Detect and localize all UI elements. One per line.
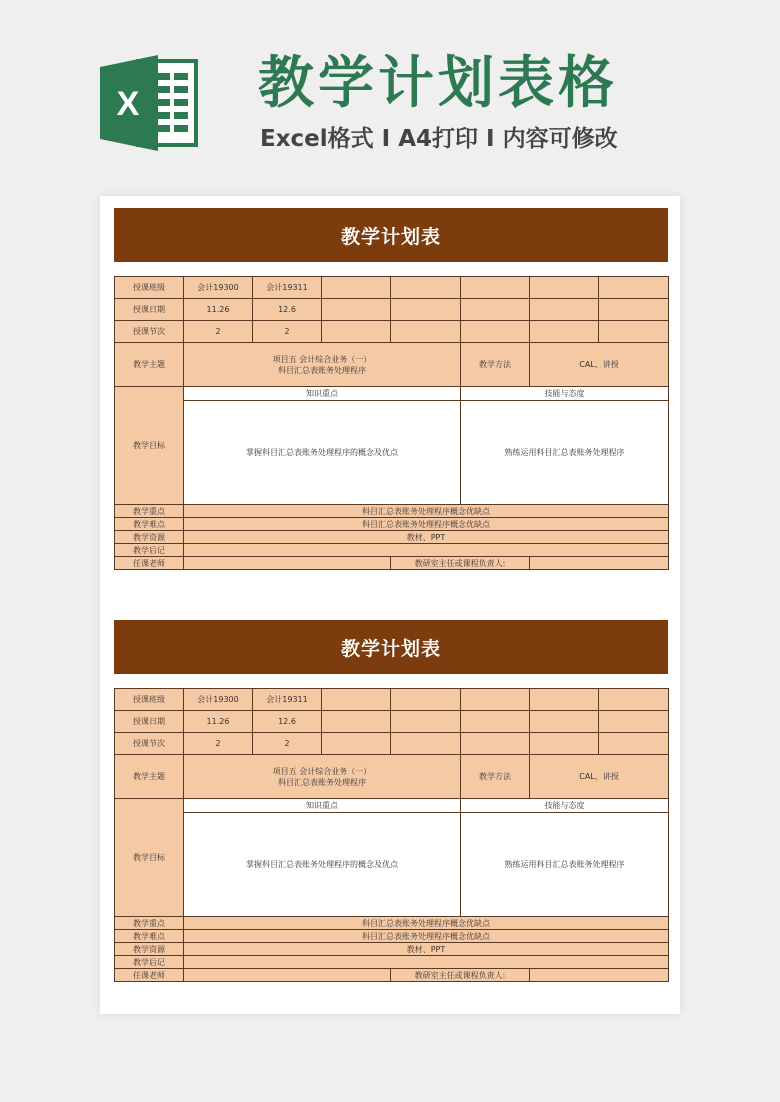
topic-line: 项目五 会计综合业务（一） (272, 766, 372, 776)
date-cell[interactable] (599, 711, 669, 733)
period-cell[interactable] (530, 733, 599, 755)
director-label: 教研室主任或课程负责人: (391, 969, 530, 982)
table-row (115, 518, 669, 531)
plan-table (114, 688, 669, 982)
teacher-cell[interactable] (184, 969, 391, 982)
document-page (100, 196, 680, 1014)
table-row (115, 930, 669, 943)
class-cell[interactable] (322, 277, 391, 299)
teacher-cell[interactable] (184, 557, 391, 570)
table-row (115, 711, 669, 733)
skill-header: 技能与态度 (461, 387, 669, 401)
table-row (115, 733, 669, 755)
table-row (115, 343, 669, 387)
director-label: 教研室主任或课程负责人: (391, 557, 530, 570)
plan-form-2 (114, 620, 668, 982)
class-cell[interactable] (530, 689, 599, 711)
table-row (115, 813, 669, 917)
table-row (115, 969, 669, 982)
topic-line: 科目汇总表账务处理程序 (278, 777, 366, 787)
table-row (115, 799, 669, 813)
svg-text:X: X (116, 85, 140, 123)
topic-line: 项目五 会计综合业务（一） (272, 354, 372, 364)
notes-cell[interactable] (184, 544, 669, 557)
table-row (115, 531, 669, 544)
table-row (115, 387, 669, 401)
notes-label: 教学后记 (115, 956, 184, 969)
period-cell[interactable]: 2 (253, 733, 322, 755)
page-title: 教学计划表格 (258, 51, 618, 116)
key-label: 教学重点 (115, 917, 184, 930)
difficulty-label: 教学难点 (115, 930, 184, 943)
form-banner: 教学计划表 (114, 208, 668, 262)
period-cell[interactable] (530, 321, 599, 343)
table-row (115, 943, 669, 956)
notes-cell[interactable] (184, 956, 669, 969)
period-cell[interactable] (391, 321, 461, 343)
period-cell[interactable] (322, 321, 391, 343)
key-cell[interactable]: 科目汇总表账务处理程序概念优缺点 (184, 505, 669, 518)
table-row (115, 689, 669, 711)
form-banner: 教学计划表 (114, 620, 668, 674)
table-row (115, 557, 669, 570)
difficulty-cell[interactable]: 科目汇总表账务处理程序概念优缺点 (184, 518, 669, 531)
date-cell[interactable] (461, 299, 530, 321)
period-cell[interactable] (391, 733, 461, 755)
date-cell[interactable]: 11.26 (184, 299, 253, 321)
class-cell[interactable] (391, 277, 461, 299)
period-cell[interactable]: 2 (184, 733, 253, 755)
class-cell[interactable]: 会计19300 (184, 689, 253, 711)
date-cell[interactable] (530, 299, 599, 321)
goal-label: 教学目标 (115, 387, 184, 505)
class-cell[interactable] (461, 689, 530, 711)
table-row (115, 401, 669, 505)
key-label: 教学重点 (115, 505, 184, 518)
teacher-label: 任课老师 (115, 557, 184, 570)
date-cell[interactable] (391, 711, 461, 733)
date-cell[interactable]: 12.6 (253, 299, 322, 321)
period-cell[interactable] (322, 733, 391, 755)
date-cell[interactable] (599, 299, 669, 321)
topic-label: 教学主题 (115, 343, 184, 387)
notes-label: 教学后记 (115, 544, 184, 557)
method-label: 教学方法 (461, 343, 530, 387)
table-row (115, 277, 669, 299)
knowledge-header: 知识重点 (184, 387, 461, 401)
skill-header: 技能与态度 (461, 799, 669, 813)
class-cell[interactable] (530, 277, 599, 299)
topic-label: 教学主题 (115, 755, 184, 799)
key-cell[interactable]: 科目汇总表账务处理程序概念优缺点 (184, 917, 669, 930)
difficulty-cell[interactable]: 科目汇总表账务处理程序概念优缺点 (184, 930, 669, 943)
period-cell[interactable]: 2 (184, 321, 253, 343)
topic-cell[interactable] (184, 343, 461, 387)
table-row (115, 544, 669, 557)
topic-cell[interactable] (184, 755, 461, 799)
period-label: 授课节次 (115, 321, 184, 343)
class-cell[interactable]: 会计19311 (253, 689, 322, 711)
difficulty-label: 教学难点 (115, 518, 184, 531)
period-cell[interactable]: 2 (253, 321, 322, 343)
table-row (115, 917, 669, 930)
topic-line: 科目汇总表账务处理程序 (278, 365, 366, 375)
method-label: 教学方法 (461, 755, 530, 799)
period-cell[interactable] (599, 733, 669, 755)
knowledge-cell[interactable]: 掌握科目汇总表账务处理程序的概念及优点 (184, 813, 461, 917)
skill-cell[interactable]: 熟练运用科目汇总表账务处理程序 (461, 401, 669, 505)
period-label: 授课节次 (115, 733, 184, 755)
class-cell[interactable] (391, 689, 461, 711)
class-cell[interactable] (461, 277, 530, 299)
class-cell[interactable] (599, 277, 669, 299)
table-row (115, 956, 669, 969)
skill-cell[interactable]: 熟练运用科目汇总表账务处理程序 (461, 813, 669, 917)
class-label: 授课班级 (115, 689, 184, 711)
date-cell[interactable] (391, 299, 461, 321)
class-cell[interactable]: 会计19300 (184, 277, 253, 299)
class-cell[interactable]: 会计19311 (253, 277, 322, 299)
table-row (115, 755, 669, 799)
date-cell[interactable] (530, 711, 599, 733)
period-cell[interactable] (461, 733, 530, 755)
teacher-label: 任课老师 (115, 969, 184, 982)
table-row (115, 299, 669, 321)
table-row (115, 321, 669, 343)
date-cell[interactable] (461, 711, 530, 733)
class-cell[interactable] (322, 689, 391, 711)
resource-label: 教学资源 (115, 531, 184, 544)
excel-logo-icon (100, 55, 200, 151)
plan-table (114, 276, 669, 570)
knowledge-header: 知识重点 (184, 799, 461, 813)
date-label: 授课日期 (115, 299, 184, 321)
class-label: 授课班级 (115, 277, 184, 299)
resource-cell[interactable]: 教材、PPT (184, 531, 669, 544)
date-label: 授课日期 (115, 711, 184, 733)
class-cell[interactable] (599, 689, 669, 711)
date-cell[interactable]: 11.26 (184, 711, 253, 733)
goal-label: 教学目标 (115, 799, 184, 917)
date-cell[interactable]: 12.6 (253, 711, 322, 733)
knowledge-cell[interactable]: 掌握科目汇总表账务处理程序的概念及优点 (184, 401, 461, 505)
date-cell[interactable] (322, 299, 391, 321)
method-cell[interactable]: CAL、讲授 (530, 343, 669, 387)
director-cell[interactable] (530, 969, 669, 982)
period-cell[interactable] (461, 321, 530, 343)
date-cell[interactable] (322, 711, 391, 733)
director-cell[interactable] (530, 557, 669, 570)
resource-label: 教学资源 (115, 943, 184, 956)
period-cell[interactable] (599, 321, 669, 343)
plan-form-1 (114, 208, 668, 570)
table-row (115, 505, 669, 518)
page-subtitle: Excel格式 Ⅰ A4打印 Ⅰ 内容可修改 (260, 126, 618, 152)
method-cell[interactable]: CAL、讲授 (530, 755, 669, 799)
resource-cell[interactable]: 教材、PPT (184, 943, 669, 956)
